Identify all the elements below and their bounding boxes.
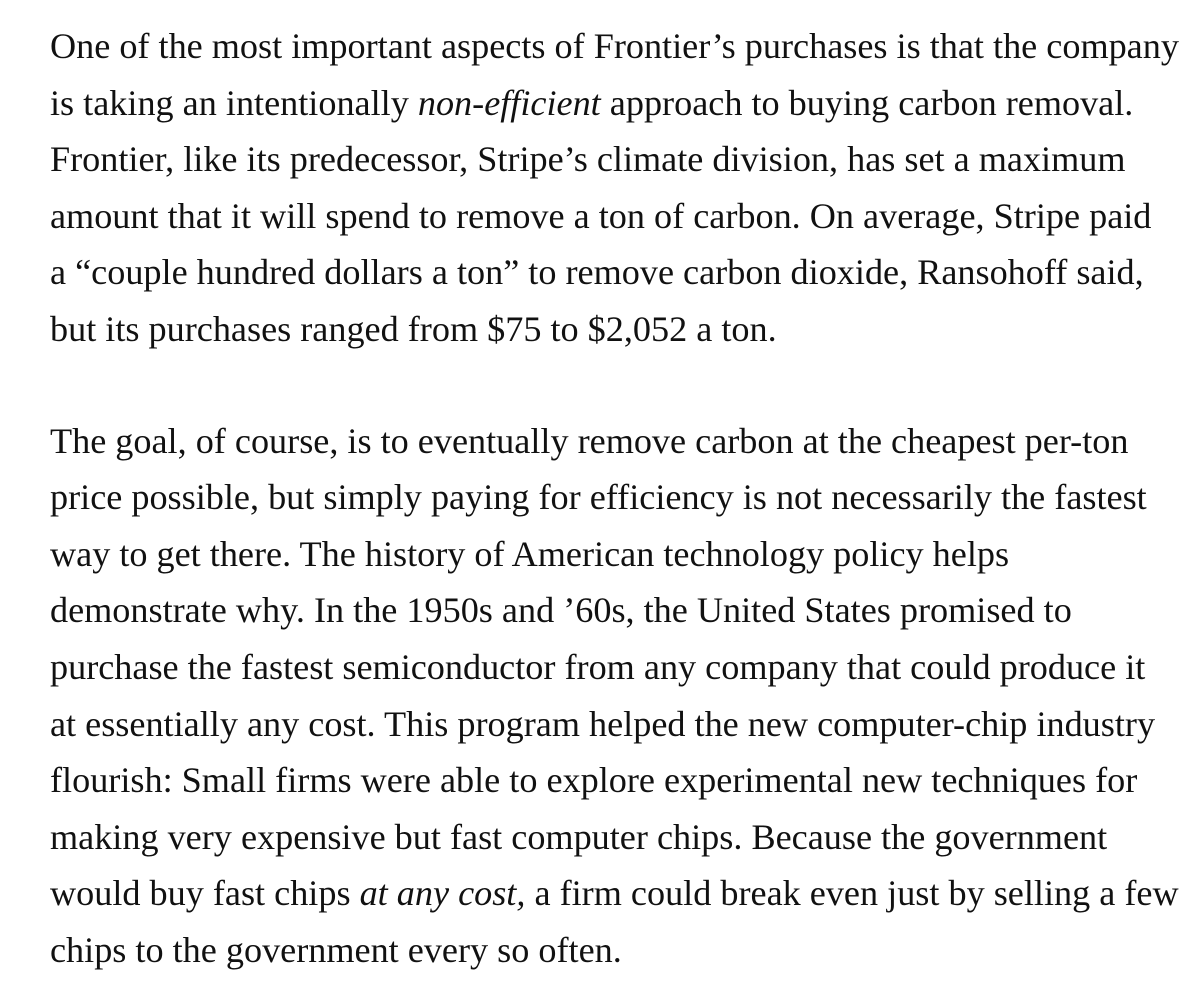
text-run: One of the most important aspects of Frontier’s purchases is that the company [50,26,1179,66]
text-line [50,865,1196,922]
text-run: purchase the fastest semiconductor from any company that could produce it [50,646,1146,687]
text-run: demonstrate why. In the 1950s and ’60s, the United States promised to [50,590,1072,631]
text-run: flourish: Small firms were able to explore experimental new techniques for [50,760,1138,801]
text-run: way to get there. The history of American technology policy helps [50,533,1010,574]
article-body [50,18,1196,979]
text-line [50,809,1196,866]
text-run: would buy fast chips [50,873,360,914]
text-line [50,922,1196,979]
text-line [50,18,1196,75]
text-line [50,301,1196,358]
text-run: making very expensive but fast computer chips. Because the government [50,816,1108,857]
article-paragraph [50,18,1196,358]
text-line [50,582,1196,639]
text-run: approach to buying carbon removal. [600,82,1134,123]
italic-emphasis: non-efficient [417,82,601,123]
text-run: The goal, of course, is to eventually remove carbon at the cheapest per-ton [50,420,1129,461]
text-line [50,469,1196,526]
text-run: Frontier, like its predecessor, Stripe’s climate division, has set a maximum [50,139,1126,180]
text-run: is taking an intentionally [50,82,418,123]
text-line [50,526,1196,583]
text-line [50,696,1196,753]
text-line [50,413,1196,470]
text-run: chips to the government every so often. [50,929,622,970]
text-run: a firm could break even just by selling a few [525,873,1179,914]
text-run: a “couple hundred dollars a ton” to remove carbon dioxide, Ransohoff said, [50,252,1144,293]
text-line [50,188,1196,245]
italic-emphasis: at any cost, [359,873,526,914]
text-run: price possible, but simply paying for efficiency is not necessarily the fastest [50,477,1147,518]
text-line [50,639,1196,696]
text-line [50,75,1196,132]
text-line [50,244,1196,301]
text-line [50,131,1196,188]
text-run: amount that it will spend to remove a ton of carbon. On average, Stripe paid [50,195,1152,236]
text-run: at essentially any cost. This program helped the new computer-chip industry [50,703,1156,744]
text-run: but its purchases ranged from $75 to $2,052 a ton. [50,308,777,349]
article-paragraph [50,413,1196,979]
text-line [50,752,1196,809]
